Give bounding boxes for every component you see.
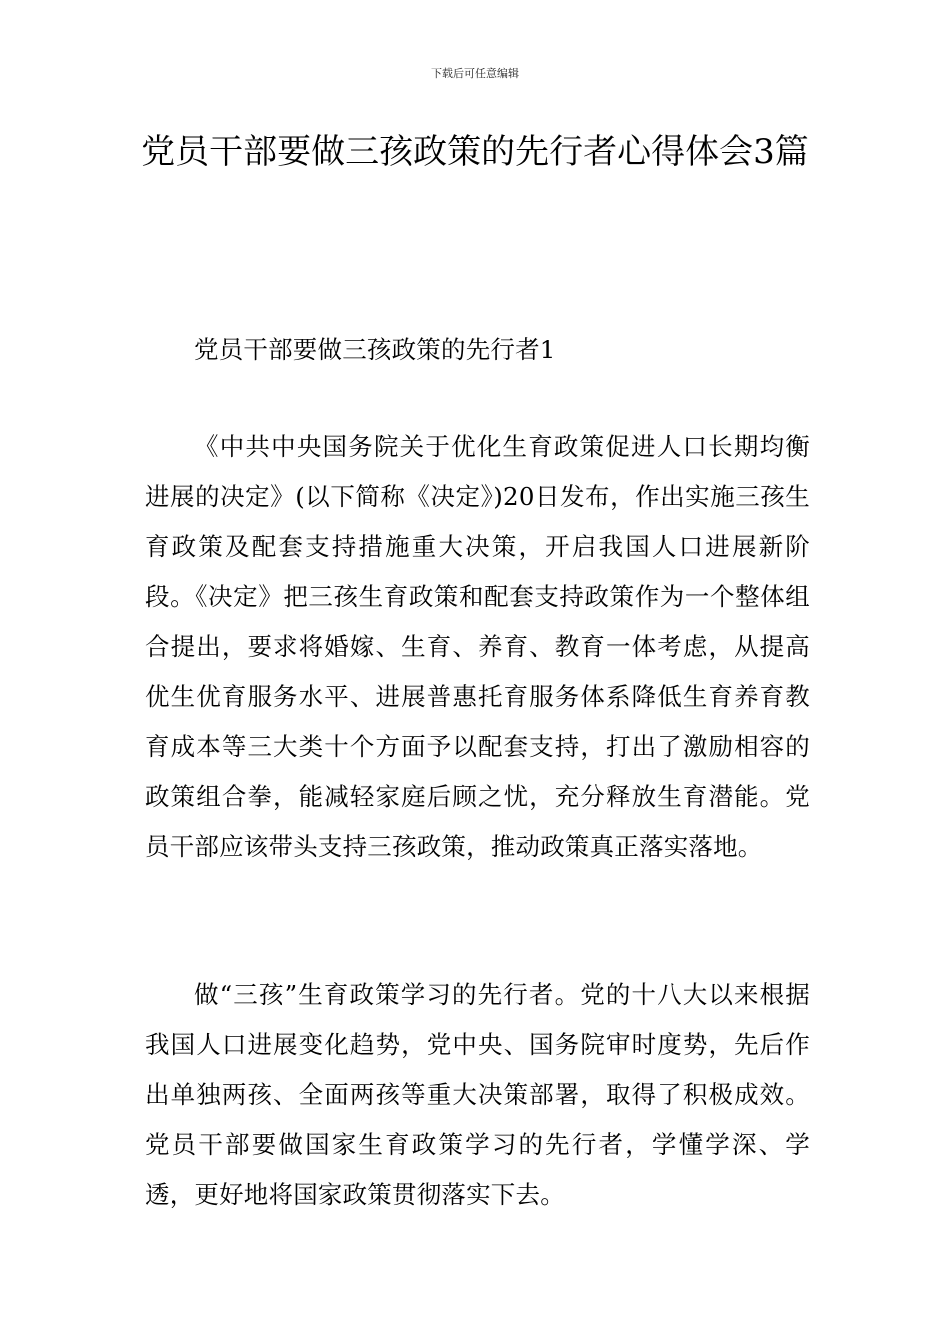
header-note: 下载后可任意编辑 [431,67,519,80]
section-heading-text: 党员干部要做三孩政策的先行者1 [194,335,556,364]
document-title: 党员干部要做三孩政策的先行者心得体会3篇 [141,132,809,172]
paragraph-text: 《中共中央国务院关于优化生育政策促进人口长期均衡进展的决定》(以下简称《决定》)20日发布，作出实施三孩生育政策及配套支持措施重大决策，开启我国人口进展新阶段。《决定》把三孩生育政策和配套支持政策作为一个整体组合提出，要求将婚嫁、生育、养育、教育一体考虑，从提高优生优育服务水平、进展普惠托育服务体系降低生育养育教育成本等三大类十个方面予以配套支持，打出了激励相容的政策组合拳，能减轻家庭后顾之忧，充分释放生育潜能。党员干部应该带头支持三孩政策，推动政策真正落实落地。 [145,432,810,861]
body-paragraph-1 [145,422,810,872]
section-heading [145,325,810,375]
body-paragraph-2 [145,970,810,1220]
paragraph-text: 做“三孩”生育政策学习的先行者。党的十八大以来根据我国人口进展变化趋势，党中央、国务院审时度势，先后作出单独两孩、全面两孩等重大决策部署，取得了积极成效。党员干部要做国家生育政策学习的先行者，学懂学深、学透，更好地将国家政策贯彻落实下去。 [145,980,810,1209]
